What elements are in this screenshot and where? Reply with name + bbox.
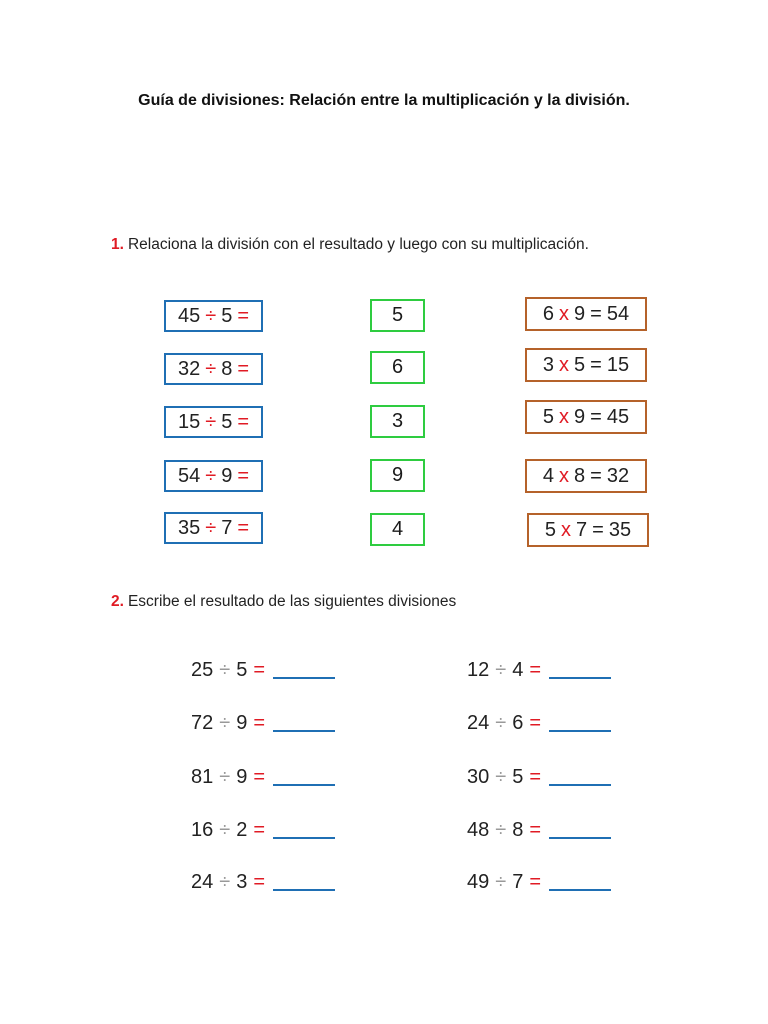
divide-sign: ÷ — [205, 357, 217, 380]
divide-sign: ÷ — [219, 659, 231, 681]
equals-sign: = — [590, 405, 602, 428]
factor: 8 — [574, 464, 586, 487]
answer-blank[interactable] — [549, 730, 611, 732]
divide-sign: ÷ — [205, 464, 217, 487]
divide-sign: ÷ — [495, 871, 507, 893]
factor: 9 — [574, 405, 586, 428]
exercise-item — [467, 766, 611, 789]
exercise-item — [467, 871, 611, 894]
dividend: 32 — [177, 357, 201, 380]
dividend: 45 — [177, 304, 201, 327]
dividend: 15 — [177, 410, 201, 433]
multiplication-box[interactable] — [525, 459, 647, 493]
answer-blank[interactable] — [273, 837, 335, 839]
factor: 5 — [544, 518, 557, 541]
result-box[interactable]: 6 — [370, 351, 425, 384]
factor: 5 — [574, 353, 586, 376]
exercise-item — [467, 712, 611, 735]
equals-sign: = — [253, 819, 266, 841]
dividend: 30 — [467, 766, 490, 788]
factor: 5 — [542, 405, 555, 428]
section-1-instruction: Relaciona la división con el resultado y luego con su multiplicación. — [127, 236, 589, 253]
times-sign: x — [559, 405, 570, 428]
equals-sign: = — [592, 518, 604, 541]
product: 54 — [606, 302, 630, 325]
equals-sign: = — [253, 871, 266, 893]
answer-blank[interactable] — [273, 730, 335, 732]
answer-blank[interactable] — [549, 677, 611, 679]
result-box[interactable]: 4 — [370, 513, 425, 546]
section-1-number: 1. — [111, 236, 124, 253]
division-box[interactable] — [164, 512, 263, 544]
dividend: 16 — [191, 819, 214, 841]
equals-sign: = — [529, 819, 542, 841]
exercise-item — [191, 871, 335, 894]
divide-sign: ÷ — [495, 819, 507, 841]
exercise-item — [191, 819, 335, 842]
equals-sign: = — [590, 353, 602, 376]
equals-sign: = — [237, 464, 250, 487]
section-1-heading — [111, 236, 589, 254]
equals-sign: = — [253, 659, 266, 681]
multiplication-box[interactable] — [525, 400, 647, 434]
exercise-item — [191, 766, 335, 789]
divisor: 9 — [236, 766, 248, 788]
divisor: 5 — [221, 410, 233, 433]
divisor: 5 — [512, 766, 524, 788]
times-sign: x — [559, 353, 570, 376]
divide-sign: ÷ — [205, 410, 217, 433]
divisor: 9 — [236, 712, 248, 734]
equals-sign: = — [590, 302, 602, 325]
divide-sign: ÷ — [219, 871, 231, 893]
divisor: 5 — [236, 659, 248, 681]
divide-sign: ÷ — [219, 766, 231, 788]
dividend: 24 — [191, 871, 214, 893]
dividend: 12 — [467, 659, 490, 681]
equals-sign: = — [253, 766, 266, 788]
factor: 4 — [542, 464, 555, 487]
divisor: 6 — [512, 712, 524, 734]
dividend: 72 — [191, 712, 214, 734]
answer-blank[interactable] — [549, 837, 611, 839]
factor: 3 — [542, 353, 555, 376]
section-2-heading — [111, 593, 456, 611]
exercise-item — [191, 659, 335, 682]
divide-sign: ÷ — [219, 819, 231, 841]
answer-blank[interactable] — [549, 784, 611, 786]
dividend: 48 — [467, 819, 490, 841]
multiplication-box[interactable] — [525, 348, 647, 382]
divide-sign: ÷ — [205, 304, 217, 327]
divisor: 8 — [221, 357, 233, 380]
division-box[interactable] — [164, 406, 263, 438]
exercise-item — [191, 712, 335, 735]
division-box[interactable] — [164, 460, 263, 492]
answer-blank[interactable] — [273, 784, 335, 786]
equals-sign: = — [237, 410, 250, 433]
factor: 7 — [576, 518, 588, 541]
division-box[interactable] — [164, 353, 263, 385]
divide-sign: ÷ — [205, 516, 217, 539]
divisor: 5 — [221, 304, 233, 327]
equals-sign: = — [529, 659, 542, 681]
equals-sign: = — [529, 871, 542, 893]
product: 15 — [606, 353, 630, 376]
answer-blank[interactable] — [273, 889, 335, 891]
divisor: 9 — [221, 464, 233, 487]
divide-sign: ÷ — [495, 766, 507, 788]
product: 45 — [606, 405, 630, 428]
divisor: 4 — [512, 659, 524, 681]
equals-sign: = — [237, 304, 250, 327]
answer-blank[interactable] — [549, 889, 611, 891]
times-sign: x — [559, 464, 570, 487]
dividend: 25 — [191, 659, 214, 681]
multiplication-box[interactable] — [525, 297, 647, 331]
divisor: 7 — [512, 871, 524, 893]
equals-sign: = — [237, 516, 250, 539]
answer-blank[interactable] — [273, 677, 335, 679]
dividend: 54 — [177, 464, 201, 487]
dividend: 35 — [177, 516, 201, 539]
dividend: 24 — [467, 712, 490, 734]
equals-sign: = — [590, 464, 602, 487]
product: 35 — [608, 518, 632, 541]
result-box[interactable]: 3 — [370, 405, 425, 438]
divisor: 7 — [221, 516, 233, 539]
dividend: 81 — [191, 766, 214, 788]
divide-sign: ÷ — [495, 659, 507, 681]
equals-sign: = — [237, 357, 250, 380]
division-box[interactable] — [164, 300, 263, 332]
equals-sign: = — [529, 766, 542, 788]
divide-sign: ÷ — [219, 712, 231, 734]
dividend: 49 — [467, 871, 490, 893]
result-box[interactable]: 9 — [370, 459, 425, 492]
divisor: 3 — [236, 871, 248, 893]
times-sign: x — [561, 518, 572, 541]
result-box[interactable]: 5 — [370, 299, 425, 332]
product: 32 — [606, 464, 630, 487]
divisor: 8 — [512, 819, 524, 841]
times-sign: x — [559, 302, 570, 325]
section-2-number: 2. — [111, 593, 124, 610]
divide-sign: ÷ — [495, 712, 507, 734]
factor: 6 — [542, 302, 555, 325]
factor: 9 — [574, 302, 586, 325]
section-2-instruction: Escribe el resultado de las siguientes divisiones — [127, 593, 457, 610]
divisor: 2 — [236, 819, 248, 841]
exercise-item — [467, 659, 611, 682]
page-title: Guía de divisiones: Relación entre la multiplicación y la división. — [138, 92, 630, 109]
equals-sign: = — [529, 712, 542, 734]
exercise-item — [467, 819, 611, 842]
equals-sign: = — [253, 712, 266, 734]
multiplication-box[interactable] — [527, 513, 649, 547]
